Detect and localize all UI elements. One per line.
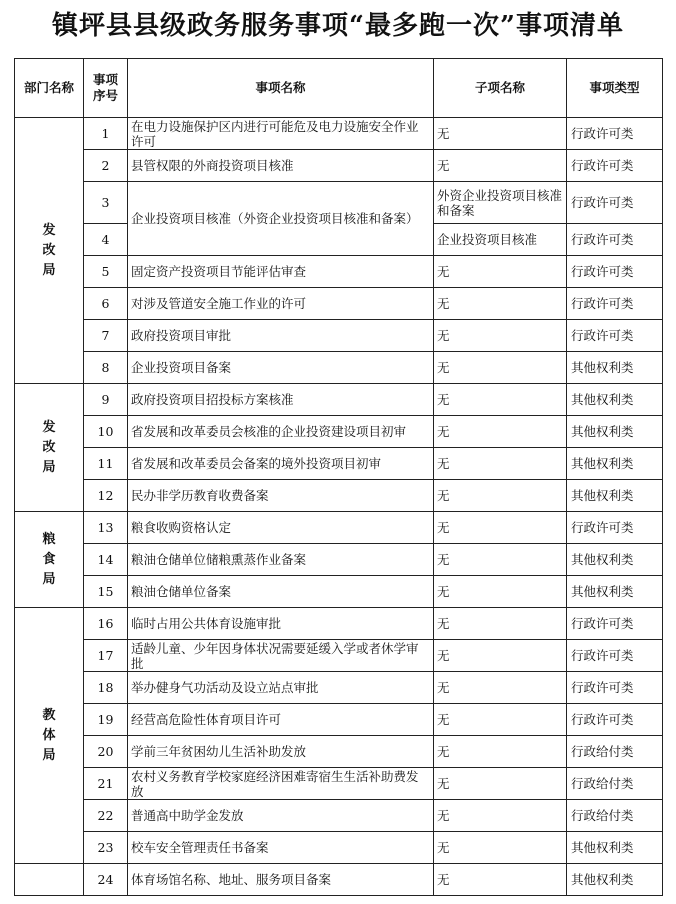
type-cell: 行政许可类 [567,704,663,736]
sub-cell: 无 [434,352,567,384]
seq-cell: 23 [84,832,128,864]
name-cell: 民办非学历教育收费备案 [128,480,434,512]
table-row [15,736,663,768]
seq-cell: 15 [84,576,128,608]
name-cell: 省发展和改革委员会备案的境外投资项目初审 [128,448,434,480]
name-cell: 政府投资项目审批 [128,320,434,352]
table-row [15,150,663,182]
name-cell: 校车安全管理责任书备案 [128,832,434,864]
table-row [15,182,663,224]
page-title: 镇坪县县级政务服务事项“最多跑一次”事项清单 [52,11,624,41]
table-row [15,576,663,608]
matters-table [14,58,663,896]
sub-cell: 无 [434,416,567,448]
dept-char: 粮 [42,531,56,547]
seq-cell: 20 [84,736,128,768]
type-cell: 行政许可类 [567,320,663,352]
type-cell: 行政许可类 [567,118,663,150]
type-cell: 其他权利类 [567,480,663,512]
seq-cell: 22 [84,800,128,832]
dept-cell-jiaoti [15,608,84,864]
name-cell: 县管权限的外商投资项目核准 [128,150,434,182]
name-cell: 临时占用公共体育设施审批 [128,608,434,640]
dept-char: 教 [42,707,56,723]
seq-cell: 3 [84,182,128,224]
seq-cell: 16 [84,608,128,640]
type-cell: 其他权利类 [567,544,663,576]
seq-cell: 19 [84,704,128,736]
type-cell: 行政给付类 [567,768,663,800]
table-row [15,800,663,832]
header-type: 事项类型 [567,59,663,118]
dept-cell-liangshi [15,512,84,608]
dept-char: 改 [42,242,56,258]
header-name: 事项名称 [128,59,434,118]
table-row [15,832,663,864]
seq-cell: 11 [84,448,128,480]
name-cell: 固定资产投资项目节能评估审查 [128,256,434,288]
table-row [15,640,663,672]
sub-cell: 无 [434,118,567,150]
sub-cell: 无 [434,480,567,512]
sub-cell: 无 [434,640,567,672]
name-cell: 粮油仓储单位储粮熏蒸作业备案 [128,544,434,576]
name-cell: 适龄儿童、少年因身体状况需要延缓入学或者休学审批 [128,640,434,672]
type-cell: 其他权利类 [567,448,663,480]
dept-char: 食 [42,551,56,567]
table-row [15,320,663,352]
table-row [15,352,663,384]
name-cell: 企业投资项目核准（外资企业投资项目核准和备案） [128,182,434,256]
table-row [15,544,663,576]
name-cell: 农村义务教育学校家庭经济困难寄宿生生活补助费发放 [128,768,434,800]
dept-cell-fagai-1 [15,118,84,384]
dept-char: 体 [42,727,56,743]
name-cell: 粮食收购资格认定 [128,512,434,544]
table-row [15,384,663,416]
seq-cell: 9 [84,384,128,416]
type-cell: 其他权利类 [567,832,663,864]
dept-char: 局 [42,262,56,278]
seq-cell: 18 [84,672,128,704]
name-cell: 企业投资项目备案 [128,352,434,384]
type-cell: 行政许可类 [567,150,663,182]
dept-char: 发 [42,419,56,435]
dept-char: 改 [42,439,56,455]
table-row [15,704,663,736]
name-cell: 体育场馆名称、地址、服务项目备案 [128,864,434,896]
sub-cell: 无 [434,150,567,182]
header-seq [84,59,128,118]
sub-cell: 无 [434,384,567,416]
dept-char: 局 [42,747,56,763]
name-cell: 举办健身气功活动及设立站点审批 [128,672,434,704]
table-row [15,864,663,896]
table-row [15,256,663,288]
table-row [15,608,663,640]
type-cell: 其他权利类 [567,576,663,608]
header-seq-line1: 事项 [92,72,118,87]
name-cell: 在电力设施保护区内进行可能危及电力设施安全作业许可 [128,118,434,150]
name-cell: 普通高中助学金发放 [128,800,434,832]
table-row [15,480,663,512]
table-row [15,288,663,320]
sub-cell: 无 [434,256,567,288]
table-row [15,118,663,150]
name-cell: 政府投资项目招投标方案核准 [128,384,434,416]
sub-cell: 无 [434,288,567,320]
type-cell: 行政许可类 [567,224,663,256]
sub-cell: 无 [434,448,567,480]
seq-cell: 21 [84,768,128,800]
dept-char: 局 [42,571,56,587]
name-cell: 省发展和改革委员会核准的企业投资建设项目初审 [128,416,434,448]
dept-cell-fagai-2 [15,384,84,512]
header-seq-line2: 序号 [92,88,118,103]
sub-cell: 无 [434,576,567,608]
type-cell: 行政许可类 [567,512,663,544]
sub-cell: 无 [434,704,567,736]
seq-cell: 1 [84,118,128,150]
dept-cell-continued [15,864,84,896]
dept-char: 发 [42,222,56,238]
type-cell: 其他权利类 [567,864,663,896]
seq-cell: 2 [84,150,128,182]
name-cell: 粮油仓储单位备案 [128,576,434,608]
table-row [15,512,663,544]
sub-cell: 无 [434,544,567,576]
table-row [15,768,663,800]
sub-cell: 外资企业投资项目核准和备案 [434,182,567,224]
type-cell: 其他权利类 [567,384,663,416]
sub-cell: 无 [434,512,567,544]
name-cell: 经营高危险性体育项目许可 [128,704,434,736]
type-cell: 行政许可类 [567,640,663,672]
seq-cell: 12 [84,480,128,512]
dept-char: 局 [42,459,56,475]
sub-cell: 无 [434,832,567,864]
sub-cell: 无 [434,800,567,832]
seq-cell: 24 [84,864,128,896]
seq-cell: 13 [84,512,128,544]
seq-cell: 14 [84,544,128,576]
header-dept: 部门名称 [15,59,84,118]
sub-cell: 无 [434,608,567,640]
sub-cell: 无 [434,768,567,800]
type-cell: 行政许可类 [567,288,663,320]
type-cell: 行政许可类 [567,672,663,704]
seq-cell: 17 [84,640,128,672]
type-cell: 其他权利类 [567,416,663,448]
type-cell: 行政许可类 [567,182,663,224]
table-row [15,448,663,480]
table-header-row [15,59,663,118]
table-row [15,672,663,704]
name-cell: 对涉及管道安全施工作业的许可 [128,288,434,320]
seq-cell: 7 [84,320,128,352]
seq-cell: 5 [84,256,128,288]
sub-cell: 无 [434,320,567,352]
sub-cell: 企业投资项目核准 [434,224,567,256]
seq-cell: 10 [84,416,128,448]
seq-cell: 8 [84,352,128,384]
type-cell: 行政给付类 [567,800,663,832]
type-cell: 其他权利类 [567,352,663,384]
type-cell: 行政许可类 [567,608,663,640]
sub-cell: 无 [434,864,567,896]
sub-cell: 无 [434,672,567,704]
type-cell: 行政许可类 [567,256,663,288]
type-cell: 行政给付类 [567,736,663,768]
sub-cell: 无 [434,736,567,768]
seq-cell: 4 [84,224,128,256]
table-row [15,416,663,448]
header-sub: 子项名称 [434,59,567,118]
seq-cell: 6 [84,288,128,320]
name-cell: 学前三年贫困幼儿生活补助发放 [128,736,434,768]
